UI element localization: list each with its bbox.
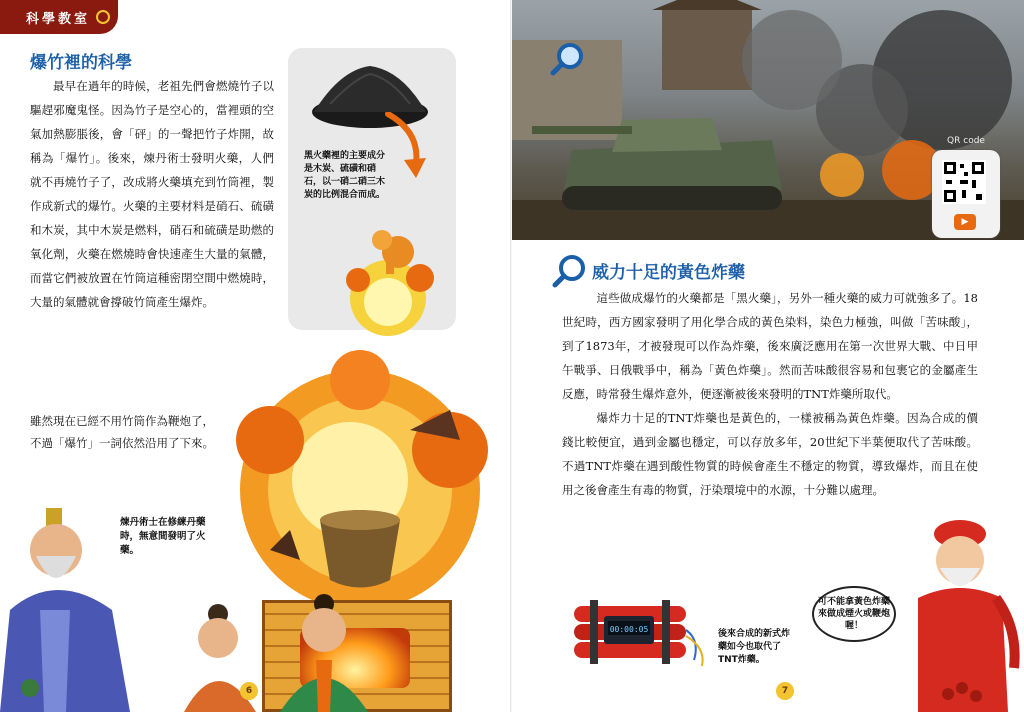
old-man-with-firecrackers-character (898, 518, 1024, 712)
play-video-icon[interactable]: ▶ (954, 214, 976, 230)
dynamite-caption: 後來合成的新式炸藥如今也取代了TNT炸藥。 (718, 629, 791, 665)
magnifier-icon (550, 42, 584, 76)
alchemist-scene-caption: 煉丹術士在修練丹藥時，無意間發明了火藥。 (120, 517, 206, 556)
right-paragraph: 爆炸力十足的TNT炸藥也是黃色的，一樣被稱為黃色炸藥。因為合成的價錢比較便宜，過到金屬也穩定，可以存放多年，20世紀下半葉便取代了苦味酸。不過TNT炸藥在遇到酸性物質的時候會產生不穩定的物質，導致爆炸，而且在使用之後會產生有毒的物質，汙染環境中的水源，十分難以處理。 (562, 411, 978, 497)
dynamite-bundle-illustration (570, 590, 710, 670)
alchemist-character (0, 500, 150, 712)
big-explosion-illustration (210, 350, 510, 610)
magnifier-icon (552, 254, 586, 288)
left-body-text (30, 74, 274, 314)
tank-battle-photo (512, 0, 1024, 240)
bomb-timer-display: 00:00:05 (609, 625, 649, 634)
right-paragraph: 這些做成爆竹的火藥都是「黑火藥」，另外一種火藥的威力可就強多了。18世紀時，西方國家發明了用化學合成的黃色染料，染色力極強，叫做「苦味酸」，到了1873年，才被發現可以作為炸藥，後來廣泛應用在第一次世界大戰、中日甲午戰爭、日俄戰爭中，稱為「黃色炸藥」。然而苦味酸很容易和包裹它的金屬產生反應，時常發生爆炸意外，便逐漸被後來發明的TNT炸藥所取代。 (562, 291, 978, 401)
black-powder-caption: 黑火藥裡的主要成分是木炭、硫磺和硝石，以一硝二硝三木炭的比例混合而成。 (304, 151, 386, 200)
speech-bubble: 可不能拿黃色炸藥來做成煙火或鞭炮喔！ (812, 586, 896, 642)
black-powder-card (288, 48, 456, 330)
qr-code-icon[interactable] (942, 160, 986, 204)
small-explosion-illustration (328, 228, 448, 338)
qr-code-label: QR code (947, 136, 985, 146)
orange-arrow-icon (380, 112, 430, 182)
section-tag (0, 0, 118, 34)
left-tail-text: 雖然現在已經不用竹筒作為鞭炮了，不過「爆竹」一詞依然沿用了下來。 (30, 414, 214, 450)
section-tag-label: 科學教室 (26, 11, 91, 27)
right-page (512, 0, 1024, 712)
right-section-title: 威力十足的黃色炸藥 (592, 263, 745, 283)
apprentice-character (276, 590, 372, 712)
right-body-text (562, 286, 978, 502)
left-paragraph: 最早在過年的時候，老祖先們會燃燒竹子以驅趕邪魔鬼怪。因為竹子是空心的，當裡頭的空氣加熱膨脹後，會「砰」的一聲把竹子炸開，故稱為「爆竹」。後來，煉丹術士發明火藥，人們就不再燒竹子了，改成將火藥填充到竹筒裡，製作成新式的爆竹。火藥的主要材料是硝石、硫磺和木炭，其中木炭是燃料，硝石和硫磺是助燃的氧化劑，火藥在燃燒時會快速產生大量的氣體，而當它們被放置在竹筒這種密閉空間中燃燒時，大量的氣體就會撐破竹筒產生爆炸。 (30, 79, 274, 309)
page-number: 7 (776, 682, 794, 700)
magnifier-icon (96, 10, 110, 24)
qr-code-panel[interactable] (932, 136, 1000, 238)
page-number: 6 (240, 682, 258, 700)
left-section-title: 爆竹裡的科學 (30, 53, 132, 73)
